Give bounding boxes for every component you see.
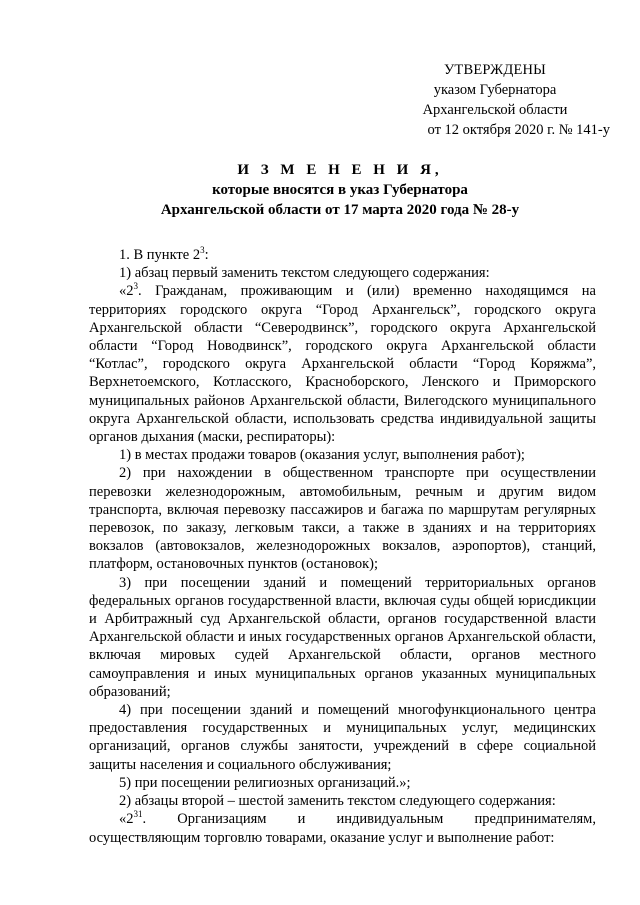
paragraph-3 — [89, 282, 596, 446]
paragraph-text: . Гражданам, проживающим и (или) временно находящимся на территориях городского округа “Город Архангельск”, городского округа Архангельской области “Северодвинск”, городского округа Архангельской области “Город Новодвинск”, городского округа Архангельской области “Котлас”, городского округа Архангельской области “Город Коряжма”, Верхнетоемского, Котласского, Красноборского, Ленского и Приморского муниципальных районов Архангельской области, Вилегодского муниципального округа Архангельской области, использовать средства индивидуальной защиты органов дыхания (маски, респираторы): — [89, 283, 596, 446]
document-body — [89, 246, 596, 847]
heading-subtitle-2: Архангельской области от 17 марта 2020 года № 28-у — [160, 202, 520, 218]
paragraph-8: 5) при посещении религиозных организаций.»; — [119, 774, 411, 791]
superscript: 31 — [133, 809, 143, 820]
paragraph-9: 2) абзацы второй – шестой заменить текстом следующего содержания: — [119, 793, 556, 810]
paragraph-5: 2) при нахождении в общественном транспорте при осуществлении перевозки железнодорожным, автомобильным, речным и другим видом транспорта, включая перевозку пассажиров и багажа по маршрутам регулярных перевозок, по заказу, легковым такси, а также в зданиях и на территориях вокзалов (автовокзалов, железнодорожных вокзалов, аэропортов), станций, платформ, остановочных пунктов (остановок); — [89, 465, 596, 573]
paragraph-text: «2 — [119, 811, 134, 828]
paragraph-7: 4) при посещении зданий и помещений многофункционального центра предоставления государственных и муниципальных услуг, медицинских организаций, органов службы занятости, учреждений в сфере социальной защиты населения и социального обслуживания; — [89, 702, 596, 773]
approval-date: от 12 октября 2020 г. № 141-у — [427, 122, 610, 138]
paragraph-text: . Организациям и индивидуальным предпринимателям, осуществляющим торговлю товарами, оказание услуг и выполнение работ: — [89, 811, 596, 846]
paragraph-text: : — [204, 247, 209, 263]
superscript: 3 — [133, 281, 138, 292]
approval-title: УТВЕРЖДЕНЫ — [443, 62, 547, 78]
paragraph-1 — [89, 246, 596, 264]
approval-block — [380, 60, 610, 140]
heading-subtitle-1: которые вносятся в указ Губернатора — [212, 182, 468, 198]
paragraph-text: 1. В пункте 2 — [119, 247, 201, 263]
approval-line-2: Архангельской области — [422, 102, 568, 118]
paragraph-2: 1) абзац первый заменить текстом следующего содержания: — [119, 265, 490, 282]
paragraph-6: 3) при посещении зданий и помещений территориальных органов федеральных органов государственной власти, включая суды общей юрисдикции и Арбитражный суд Архангельской области, органов государственной власти Архангельской области и иных государственных органов Архангельской области, включая мировых судей Архангельской области, органов местного самоуправления и иных муниципальных органов указанных муниципальных образований; — [89, 574, 596, 700]
paragraph-10 — [89, 810, 596, 846]
paragraph-text: «2 — [119, 283, 134, 300]
document-heading — [60, 160, 620, 220]
heading-title: И З М Е Н Е Н И Я, — [237, 162, 443, 178]
paragraph-4: 1) в местах продажи товаров (оказания услуг, выполнения работ); — [119, 447, 525, 464]
approval-line-1: указом Губернатора — [433, 82, 557, 98]
superscript: 3 — [200, 245, 205, 255]
